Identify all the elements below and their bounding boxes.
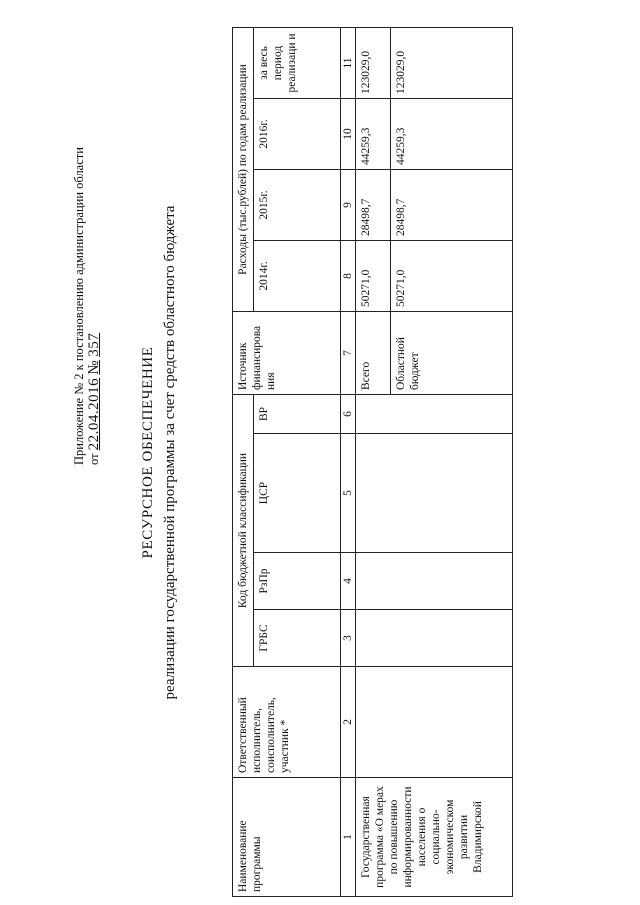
col-num: 9 (341, 170, 356, 241)
header-expenses: Расходы (тыс.рублей) по годам реализации (233, 28, 254, 312)
col-num: 7 (341, 312, 356, 395)
table-row (356, 28, 391, 897)
grbs-cell (356, 610, 513, 667)
value-cell: 123029,0 (391, 28, 513, 99)
col-num: 6 (341, 395, 356, 434)
source-cell: Всего (356, 312, 391, 395)
appendix-note (72, 105, 102, 465)
appendix-date-line (87, 105, 102, 465)
header-source: Источник финансирова ния (233, 312, 341, 395)
header-budget-code: Код бюджетной классификации (233, 395, 254, 667)
col-num: 4 (341, 553, 356, 610)
header-row-1 (233, 28, 254, 897)
value-cell: 44259,3 (356, 99, 391, 170)
responsible-cell (356, 667, 513, 778)
page-subtitle: реализации государственной программы за счет средств областного бюджета (162, 205, 178, 700)
header-total: за весь период реализаци и (254, 28, 341, 99)
col-num: 2 (341, 667, 356, 778)
value-cell: 50271,0 (391, 241, 513, 312)
appendix-number-sign: № (86, 359, 102, 375)
csr-cell (356, 434, 513, 553)
header-responsible: Ответственный исполнитель, соисполнитель, участник * (233, 667, 341, 778)
value-cell: 44259,3 (391, 99, 513, 170)
appendix-date: 22.04.2016 (86, 377, 102, 451)
header-vr: ВР (254, 395, 341, 434)
appendix-line: Приложение № 2 к постановлению администрации области (72, 147, 86, 465)
vr-cell (356, 395, 513, 434)
value-cell: 28498,7 (391, 170, 513, 241)
header-grbs: ГРБС (254, 610, 341, 667)
program-name-cell: Государственная программа «О мерах по повышению информированности населения о социально-экономическом развитии Владимирской (356, 778, 513, 897)
value-cell: 50271,0 (356, 241, 391, 312)
col-num: 11 (341, 28, 356, 99)
appendix-prefix: от (87, 453, 101, 465)
header-csr: ЦСР (254, 434, 341, 553)
col-num: 5 (341, 434, 356, 553)
col-num: 1 (341, 778, 356, 897)
col-num: 8 (341, 241, 356, 312)
header-rzpr: РзПр (254, 553, 341, 610)
resource-table (232, 27, 513, 897)
header-2014: 2014г. (254, 241, 341, 312)
rzpr-cell (356, 553, 513, 610)
value-cell: 123029,0 (356, 28, 391, 99)
value-cell: 28498,7 (356, 170, 391, 241)
source-cell: Областной бюджет (391, 312, 513, 395)
column-number-row (341, 28, 356, 897)
col-num: 10 (341, 99, 356, 170)
header-program-name: Наименование программы (233, 778, 341, 897)
col-num: 3 (341, 610, 356, 667)
page-title: РЕСУРСНОЕ ОБЕСПЕЧЕНИЕ (140, 346, 156, 559)
appendix-number: 357 (86, 332, 102, 357)
header-2015: 2015г. (254, 170, 341, 241)
header-2016: 2016г. (254, 99, 341, 170)
